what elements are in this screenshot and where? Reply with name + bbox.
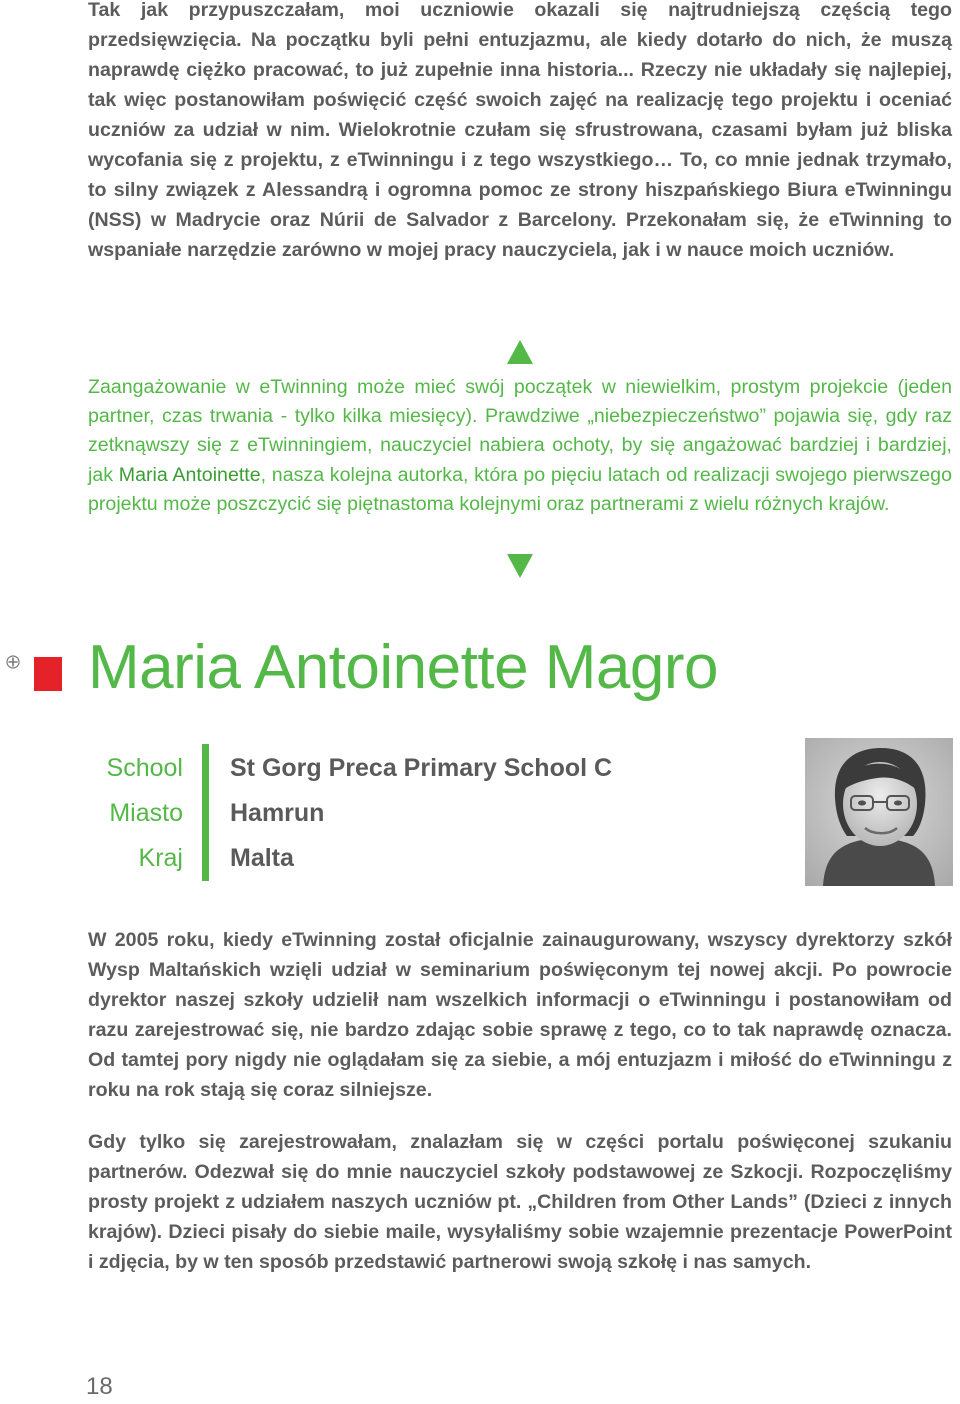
author-name: Maria Antoinette Magro xyxy=(88,633,719,702)
city-label: Miasto xyxy=(109,799,183,827)
school-value: St Gorg Preca Primary School C xyxy=(230,754,613,782)
country-label: Kraj xyxy=(138,844,183,872)
intro-highlight-name: Maria Antoinette xyxy=(118,463,261,486)
city-value: Hamrun xyxy=(230,799,325,827)
triangle-up-icon xyxy=(506,339,534,365)
author-photo xyxy=(805,738,953,886)
info-divider xyxy=(202,744,209,881)
malta-flag-icon xyxy=(6,655,20,669)
intro-part-2: , nasza kolejna autorka, która po pięciu latach od realizacji swojego pierwszego projektu może poszczycić się piętnastoma kolejnymi oraz partnerami z wielu różnych krajów. xyxy=(88,463,952,515)
red-square-marker xyxy=(34,657,62,691)
triangle-down-icon xyxy=(506,553,534,579)
country-value: Malta xyxy=(230,844,294,872)
paragraph-3: Gdy tylko się zarejestrowałam, znalazłam się w części portalu poświęconej szukaniu partnerów. Odezwał się do mnie nauczyciel szkoły podstawowej ze Szkocji. Rozpoczęliśmy prosty projekt z udziałem naszych uczniów pt. „Children from Other Lands” (Dzieci z innych krajów). Dzieci pisały do siebie maile, wysyłaliśmy sobie wzajemnie prezentacje PowerPoint i zdjęcia, by w ten sposób przedstawić partnerowi swoją szkołę i nas samych. xyxy=(88,1131,952,1273)
top-paragraph: Tak jak przypuszczałam, moi uczniowie okazali się najtrudniejszą częścią tego przedsięwzięcia. Na początku byli pełni entuzjazmu, ale kiedy dotarło do nich, że muszą naprawdę ciężko pracować, to już zupełnie inna historia... Rzeczy nie układały się najlepiej, tak więc postanowiłam poświęcić część swoich zajęć na realizację tego projektu i oceniać uczniów za udział w nim. Wielokrotnie czułam się sfrustrowana, czasami byłam już bliska wycofania się z projektu, z eTwinningu i z tego wszystkiego… To, co mnie jednak trzymało, to silny związek z Alessandrą i ogromna pomoc ze strony hiszpańskiego Biura eTwinningu (NSS) w Madrycie oraz Núrii de Salvador z Barcelony. Przekonałam się, że eTwinning to wspaniałe narzędzie zarówno w mojej pracy nauczyciela, jak i w nauce moich uczniów. xyxy=(88,0,952,261)
intro-part-1: Zaangażowanie w eTwinning może mieć swój początek w niewielkim, prostym projekcie (jeden partner, czas trwania - tylko kilka miesięcy). Prawdziwe „niebezpieczeństwo” pojawia się, gdy raz zetknąwszy się z eTwinningiem, nauczyciel nabiera ochoty, by się angażować bardziej i bardziej, jak xyxy=(88,376,952,486)
page-number: 18 xyxy=(86,1373,113,1400)
intro-text xyxy=(88,373,952,519)
school-label: School xyxy=(106,754,183,782)
paragraph-2: W 2005 roku, kiedy eTwinning został oficjalnie zainaugurowany, wszyscy dyrektorzy szkół Wysp Maltańskich wzięli udział w seminarium poświęconym tej nowej akcji. Po powrocie dyrektor naszej szkoły udzielił nam wszelkich informacji o eTwinningu i postanowiłam od razu zarejestrować się, nie bardzo zdając sobie sprawę z tego, co to tak naprawdę oznacza. Od tamtej pory nigdy nie oglądałam się za siebie, a mój entuzjazm i miłość do eTwinningu z roku na rok stają się coraz silniejsze. xyxy=(88,929,952,1101)
